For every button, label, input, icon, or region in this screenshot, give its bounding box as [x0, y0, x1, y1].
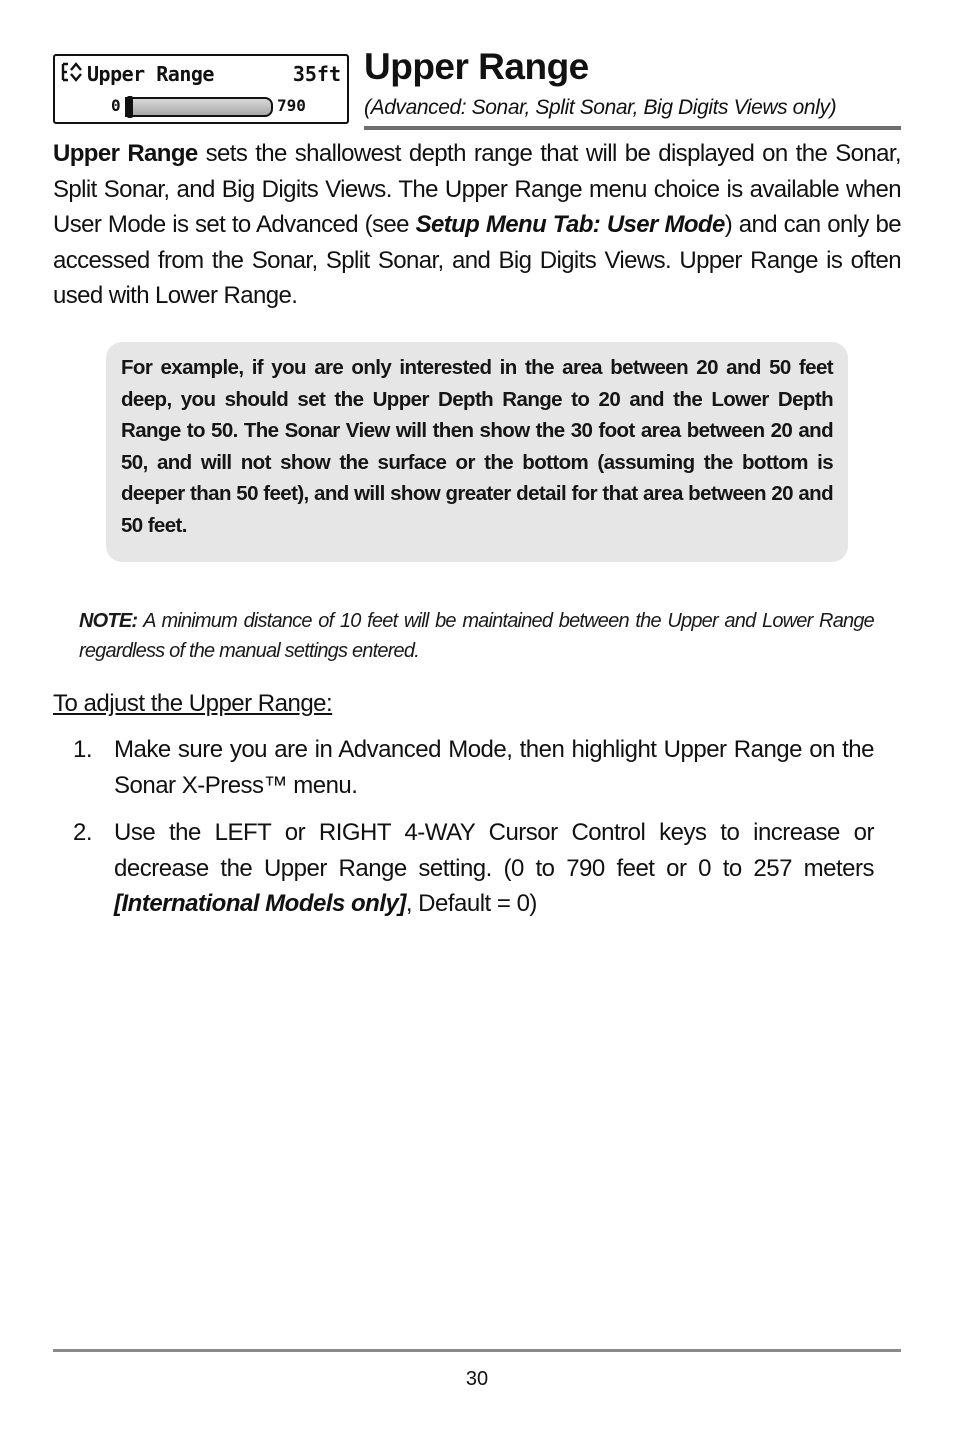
step-item — [53, 732, 874, 803]
step-number: 1. — [73, 736, 93, 763]
arrows-icon — [71, 64, 81, 80]
menu-value: 35ft — [292, 62, 341, 86]
intro-text-2: ) and can only be accessed from the Sonar, Split Sonar, and Big Digits Views. Upper Range is often used with Lower Range. — [53, 211, 901, 309]
upper-range-menu-widget — [53, 54, 349, 124]
menu-row — [61, 62, 341, 86]
range-slider — [111, 96, 311, 116]
section-subtitle: (Advanced: Sonar, Split Sonar, Big Digits Views only) — [364, 96, 837, 119]
steps-list — [53, 732, 874, 922]
note-paragraph — [79, 606, 874, 666]
slider-track — [125, 97, 273, 117]
slider-knob — [127, 96, 133, 118]
title-underline — [364, 126, 901, 130]
note-text: A minimum distance of 10 feet will be maintained between the Upper and Lower Range regardless of the manual settings entered. — [79, 610, 874, 662]
step-emphasis: [International Models only] — [114, 890, 406, 917]
steps-title: To adjust the Upper Range: — [53, 690, 333, 717]
intro-lead: Upper Range — [53, 140, 198, 167]
slider-min-label: 0 — [111, 96, 121, 115]
step-text-2: , Default = 0) — [405, 890, 537, 917]
intro-paragraph — [53, 136, 901, 314]
step-number: 2. — [73, 819, 93, 846]
slider-max-label: 790 — [277, 96, 306, 115]
step-text: Make sure you are in Advanced Mode, then highlight Upper Range on the Sonar X-Press™ menu. — [114, 736, 874, 799]
menu-label: Upper Range — [87, 62, 214, 86]
advanced-mode-icon — [61, 61, 83, 88]
step-item — [53, 815, 874, 922]
footer-rule — [53, 1349, 901, 1352]
example-text: For example, if you are only interested in the area between 20 and 50 feet deep, you should set the Upper Depth Range to 20 and the Lower Depth Range to 50. The Sonar View will then show the 30 foot area between 20 and 50, and will not show the surface or the bottom (assuming the bottom is deeper than 50 feet), and will show greater detail for that area between 20 and 50 feet. — [121, 356, 833, 537]
section-title: Upper Range — [364, 46, 589, 87]
step-text-1: Use the LEFT or RIGHT 4-WAY Cursor Control keys to increase or decrease the Upper Range setting. (0 to 790 feet or 0 to 257 meters — [114, 819, 874, 882]
page-number: 30 — [465, 1368, 489, 1390]
intro-text-1: sets the shallowest depth range that will be displayed on the Sonar, Split Sonar, and Big Digits Views. The Upper Range menu choice is available when User Mode is set to Advanced (see — [53, 140, 901, 238]
example-callout — [106, 342, 848, 562]
intro-cross-reference: Setup Menu Tab: User Mode — [415, 211, 725, 238]
note-label: NOTE: — [79, 610, 138, 632]
